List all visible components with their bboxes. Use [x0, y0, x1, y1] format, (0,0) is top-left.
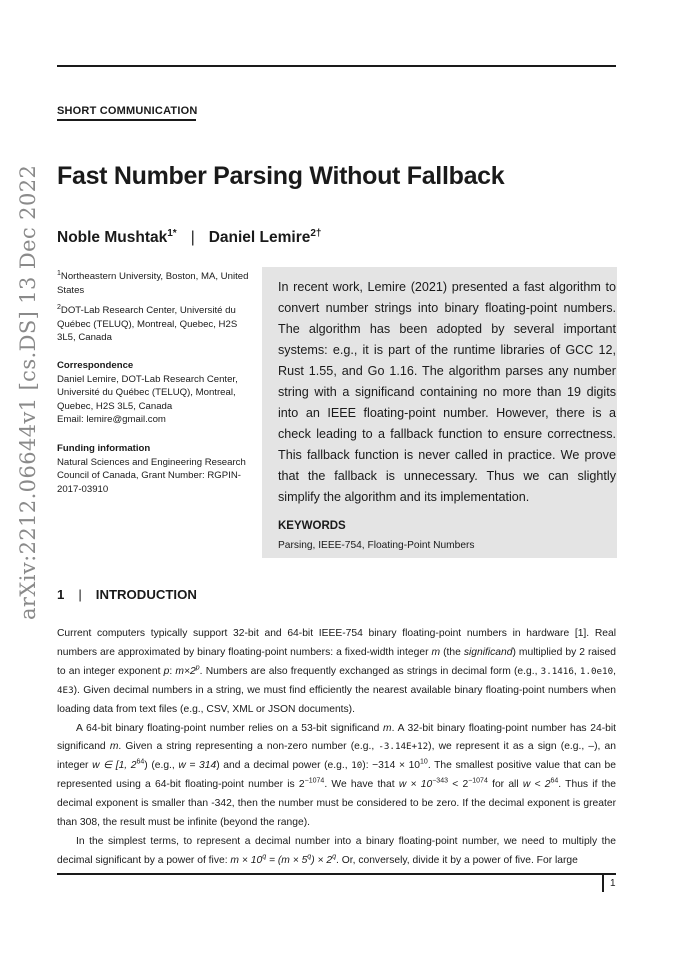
- affiliation-number: 2: [57, 303, 61, 311]
- body-text: [57, 625, 616, 871]
- section-title: INTRODUCTION: [95, 587, 197, 602]
- author-superscript: 1*: [167, 227, 177, 239]
- correspondence-text: Daniel Lemire, DOT-Lab Research Center, Université du Québec (TELUQ), Montreal, Quebec, H2S 3L5, Canada: [57, 373, 238, 412]
- paragraph-1: Current computers typically support 32-bit and 64-bit IEEE-754 binary floating-point numbers in hardware [1]. Real numbers are approximated by binary floating-point numbers: a fixed-width integer m (the significand) multiplied by 2 raised to an integer exponent p: $m\times 2^p$. Numbers are also frequently exchanged as strings in decimal form (e.g., 3.1416, 1.0e10, 4E3). Given decimal numbers in a string, we must find efficiently the nearest available binary floating-point numbers when loading data from text files (e.g., CSV, XML or JSON documents).: [57, 628, 617, 715]
- funding-text: Natural Sciences and Engineering Research Council of Canada, Grant Number: RGPIN-2017-03910: [57, 456, 246, 495]
- page-number-divider: [602, 875, 604, 892]
- author-superscript: 2†: [310, 227, 322, 239]
- page-number: 1: [610, 878, 616, 889]
- top-rule: [57, 65, 616, 67]
- paper-title: Fast Number Parsing Without Fallback: [57, 162, 505, 190]
- paragraph-2: A 64-bit binary floating-point number relies on a 53-bit significand m. A 32-bit binary floating-point number has 24-bit significand m. Given a string representing a non-zero number (e.g., -3.14E+12), we represent it as a sign (e.g., –), an integer w ∈ [1, $2^{64}$) (e.g., w = 314) and a decimal power (e.g., 10): $-314 \times 10^{10}$. The smallest positive value that can be represented using a 64-bit floating-point number is $2^{-1074}$. We have that $w \times 10^{-343} < 2^{-1074}$ for all $w < 2^{64}$. Thus if the decimal exponent is smaller than -342, then the number must be considered to be zero. If the decimal exponent is greater than 308, the result must be infinite (beyond the range).: [57, 722, 617, 829]
- affiliation-2: [57, 304, 252, 345]
- keywords-heading: KEYWORDS: [278, 520, 346, 532]
- abstract-text: In recent work, Lemire (2021) presented a fast algorithm to convert number strings into binary floating-point numbers. The algorithm has been adopted by several important systems: e.g., it is part of the runtime libraries of GCC 12, Rust 1.55, and Go 1.16. The algorithm parses any number string with a significand containing no more than 19 digits into an IEEE floating-point number. However, there is a check leading to a fallback function to ensure correctness. This fallback function is never called in practice. We prove that the fallback is unnecessary. Thus we can slightly simplify the algorithm and its implementation.: [278, 280, 616, 504]
- section-number: 1: [57, 587, 65, 602]
- affiliation-number: 1: [57, 269, 61, 277]
- section-separator: |: [78, 587, 82, 602]
- affiliation-text: DOT-Lab Research Center, Université du Québec (TELUQ), Montreal, Quebec, H2S 3L5, Canada: [57, 305, 238, 343]
- section-label: SHORT COMMUNICATION: [57, 105, 198, 117]
- arxiv-stamp[interactable]: arXiv:2212.06644v1 [cs.DS] 13 Dec 2022: [16, 164, 40, 620]
- intro-heading: [57, 587, 197, 602]
- paragraph-3: In the simplest terms, to represent a decimal number into a binary floating-point number, we need to multiply the decimal significant by a power of five: $m \times 10^q = (m \times 5^q) \times 2^q$. Or, conversely, divide it by a power of five. For large: [57, 835, 616, 866]
- author-name: Daniel Lemire: [208, 229, 311, 246]
- author-name: Noble Mushtak: [57, 229, 168, 246]
- bottom-rule: [57, 873, 616, 875]
- keywords-list: Parsing, IEEE-754, Floating-Point Numbers: [278, 540, 475, 551]
- correspondence-email[interactable]: Email: lemire@gmail.com: [57, 414, 166, 425]
- author-line: [57, 229, 322, 247]
- affiliation-text: Northeastern University, Boston, MA, United States: [57, 271, 249, 296]
- correspondence-heading: Correspondence: [57, 360, 134, 371]
- correspondence-block: [57, 359, 252, 427]
- author-separator: |: [190, 229, 195, 246]
- funding-heading: Funding information: [57, 443, 151, 454]
- section-label-underline: [57, 119, 196, 121]
- funding-block: [57, 442, 252, 496]
- affiliation-1: [57, 270, 252, 297]
